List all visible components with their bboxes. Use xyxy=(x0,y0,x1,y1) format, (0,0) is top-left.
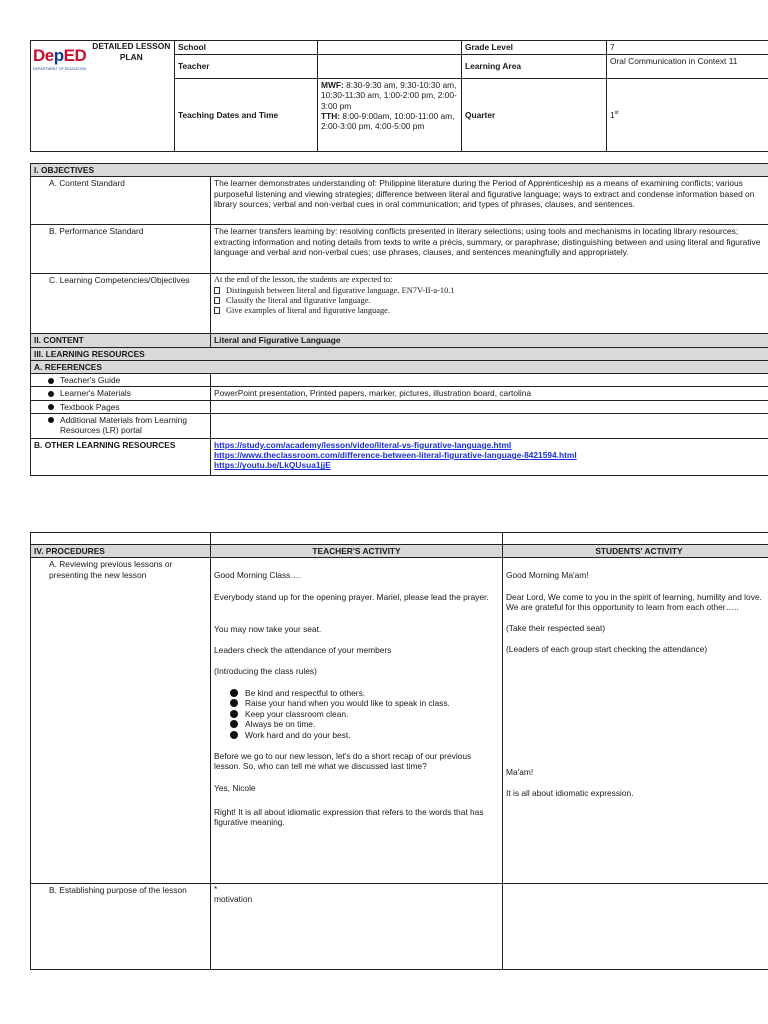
school-value xyxy=(318,41,462,55)
competency-item: Distinguish between literal and figurative language. EN7V-II-a-10.1 xyxy=(214,286,768,296)
objectives-heading: I. OBJECTIVES xyxy=(31,164,768,177)
procedures-table xyxy=(30,532,768,970)
ref-item: Textbook Pages xyxy=(31,400,211,413)
class-rules-list xyxy=(214,688,499,741)
rule-item: Always be on time. xyxy=(214,719,499,730)
references-heading: A. REFERENCES xyxy=(31,360,768,373)
students-activity-heading: STUDENTS' ACTIVITY xyxy=(503,545,768,558)
performance-standard-text: The learner transfers learning by: resolving conflicts presented in literary selections; using tools and mechanisms in locating library resources; extracting information and noting details from texts to write a précis, summary, or paraphrase; distinguishing between and using literal and figurative language and verbal and non-verbal cues; use phrases, clauses, and sentences meaningfully and appropriately. xyxy=(211,225,768,274)
bullet-icon xyxy=(48,417,54,423)
reviewing-label: A. Reviewing previous lessons or presenting the new lesson xyxy=(31,558,211,884)
deped-logo: DepED DEPARTMENT OF EDUCATION xyxy=(33,46,87,71)
content-standard-text: The learner demonstrates understanding of: Philippine literature during the Period of Apprenticeship as a means of examining conflicts; various purposeful listening and viewing strategies; difference between literal and figurative language; ways to extract and condense information based on library sources; verbal and non-verbal cues in oral communication; and types of phrases, clauses, and sentences. xyxy=(211,177,768,225)
resource-link[interactable]: https://www.theclassroom.com/difference-between-literal-figurative-language-8421594.html xyxy=(214,450,577,460)
quarter-label: Quarter xyxy=(462,79,607,152)
ref-value xyxy=(211,374,768,387)
bullet-icon xyxy=(48,378,54,384)
competencies-label: C. Learning Competencies/Objectives xyxy=(31,274,211,334)
other-resources-links xyxy=(211,438,768,475)
area-label: Learning Area xyxy=(462,55,607,79)
ref-value: PowerPoint presentation, Printed papers, marker, pictures, illustration board, cartolina xyxy=(211,387,768,400)
dates-label: Teaching Dates and Time xyxy=(175,79,318,152)
rule-item: Raise your hand when you would like to speak in class. xyxy=(214,698,499,709)
rule-item: Keep your classroom clean. xyxy=(214,709,499,720)
content-standard-label: A. Content Standard xyxy=(31,177,211,225)
ref-item: Additional Materials from Learning Resources (LR) portal xyxy=(31,413,211,438)
grade-label: Grade Level xyxy=(462,41,607,55)
ref-value xyxy=(211,400,768,413)
grade-value: 7 xyxy=(607,41,768,55)
bullet-icon xyxy=(48,391,54,397)
bullet-icon xyxy=(230,710,238,718)
quarter-value: 1st xyxy=(607,79,768,152)
bullet-icon xyxy=(230,731,238,739)
teacher-label: Teacher xyxy=(175,55,318,79)
ref-item: Learner's Materials xyxy=(31,387,211,400)
header-table xyxy=(30,40,768,152)
teacher-activity-heading: TEACHER'S ACTIVITY xyxy=(211,545,503,558)
teacher-activity-cell: Good Morning Class…. Everybody stand up for the opening prayer. Mariel, please lead the prayer. You may now take your seat. Leaders check the attendance of your members (Introducing the class rules) Be kind and respectful to others. Raise your hand when you would like to speak in class. Keep your classroom clean. Always be on time. Work hard and do your best. Before we go to our new lesson, let's do a short recap of our previous lesson. So, who can tell me what we discussed last time? Yes, Nicole Right! It is all about idiomatic expression that refers to the words that has figurative meaning. xyxy=(211,558,503,884)
ref-value xyxy=(211,413,768,438)
logo-title-cell xyxy=(31,41,175,152)
resources-heading: III. LEARNING RESOURCES xyxy=(31,347,768,360)
competency-item: Give examples of literal and figurative language. xyxy=(214,306,768,316)
bullet-icon xyxy=(230,699,238,707)
competency-item: Classify the literal and figurative language. xyxy=(214,296,768,306)
dates-value: MWF: 8:30-9:30 am, 9:30-10:30 am, 10:30-11:30 am, 1:00-2:00 pm, 2:00-3:00 pm TTH: 8:00-9:00am, 10:00-11:00 am, 2:00-3:00 pm, 4:00-5:00 pm xyxy=(318,79,462,152)
establishing-purpose-label: B. Establishing purpose of the lesson xyxy=(31,884,211,970)
teacher-value xyxy=(318,55,462,79)
objectives-table xyxy=(30,163,768,476)
rule-item: Be kind and respectful to others. xyxy=(214,688,499,699)
other-resources-heading: B. OTHER LEARNING RESOURCES xyxy=(31,438,211,475)
competencies-text: At the end of the lesson, the students are expected to: Distinguish between literal and figurative language. EN7V-II-a-10.1 Classify the literal and figurative language. Give examples of literal and figurative language. xyxy=(211,274,768,334)
resource-link[interactable]: https://study.com/academy/lesson/video/literal-vs-figurative-language.html xyxy=(214,439,512,450)
resource-link[interactable]: https://youtu.be/LkQUsua1jjE xyxy=(214,460,331,471)
bullet-icon xyxy=(230,720,238,728)
students-activity-cell: Good Morning Ma'am! Dear Lord, We come to you in the spirit of learning, humility and love. We are grateful for this opportunity to learn from each other….. (Take their respected seat) (Leaders of each group start checking the attendance) Ma'am! It is all about idiomatic expression. xyxy=(503,558,768,884)
checkbox-icon xyxy=(214,307,220,314)
performance-standard-label: B. Performance Standard xyxy=(31,225,211,274)
establishing-purpose-cell: * motivation xyxy=(211,884,503,970)
content-heading: II. CONTENT xyxy=(31,334,211,347)
bullet-icon xyxy=(48,404,54,410)
ref-item: Teacher's Guide xyxy=(31,374,211,387)
rule-item: Work hard and do your best. xyxy=(214,730,499,741)
content-value: Literal and Figurative Language xyxy=(211,334,768,347)
bullet-icon xyxy=(230,689,238,697)
doc-title: DETAILED LESSON PLAN xyxy=(92,41,171,62)
checkbox-icon xyxy=(214,287,220,294)
procedures-heading: IV. PROCEDURES xyxy=(31,545,211,558)
area-value: Oral Communication in Context 11 xyxy=(607,55,768,79)
school-label: School xyxy=(175,41,318,55)
checkbox-icon xyxy=(214,297,220,304)
